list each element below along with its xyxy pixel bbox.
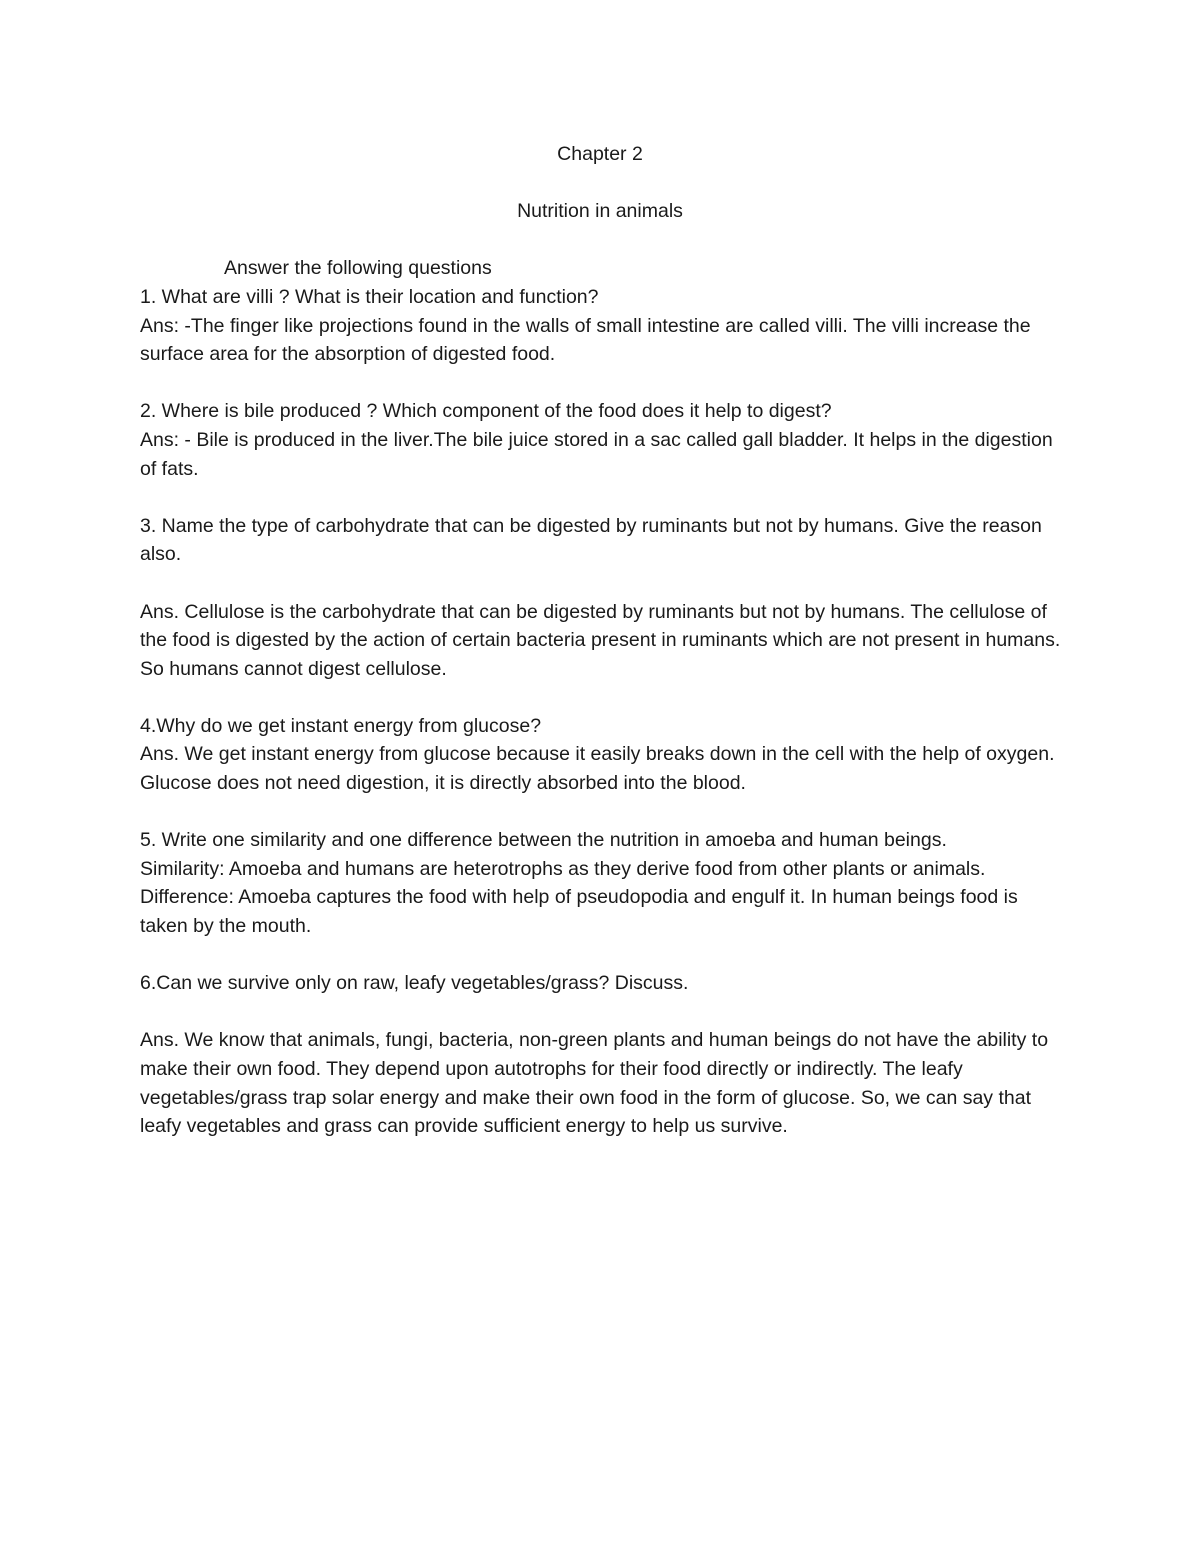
spacer bbox=[140, 941, 1070, 970]
answer-5-similarity: Similarity: Amoeba and humans are heterotrophs as they derive food from other plants or animals. bbox=[140, 857, 986, 880]
answer-6: Ans. We know that animals, fungi, bacteria, non-green plants and human beings do not have the ability to make their own food. They depend upon autotrophs for their food directly or indirectly. The leafy vegetables/grass trap solar energy and make their own food in the form of glucose. So, we can say that leafy vegetables and grass can provide sufficient energy to help us survive. bbox=[140, 1029, 1049, 1138]
instructions: Answer the following questions bbox=[224, 257, 492, 280]
question-3: 3. Name the type of carbohydrate that can be digested by ruminants but not by humans. Give the reason also. bbox=[140, 514, 1042, 566]
spacer bbox=[140, 569, 1070, 598]
question-6: 6.Can we survive only on raw, leafy vegetables/grass? Discuss. bbox=[140, 972, 689, 995]
question-block-4 bbox=[140, 712, 1070, 798]
question-block-6 bbox=[140, 969, 1070, 1141]
question-1: 1. What are villi ? What is their location and function? bbox=[140, 285, 599, 308]
spacer bbox=[140, 798, 1070, 827]
question-2: 2. Where is bile produced ? Which component of the food does it help to digest? bbox=[140, 400, 832, 423]
question-5: 5. Write one similarity and one difference between the nutrition in amoeba and human beings. bbox=[140, 829, 947, 852]
question-4: 4.Why do we get instant energy from glucose? bbox=[140, 714, 542, 737]
answer-4: Ans. We get instant energy from glucose because it easily breaks down in the cell with the help of oxygen. Glucose does not need digestion, it is directly absorbed into the blood. bbox=[140, 743, 1055, 795]
question-block-2 bbox=[140, 397, 1070, 483]
spacer bbox=[140, 683, 1070, 712]
answer-1: Ans: -The finger like projections found in the walls of small intestine are called villi. The villi increase the surface area for the absorption of digested food. bbox=[140, 314, 1031, 366]
document-body bbox=[140, 140, 1070, 1141]
chapter-title: Chapter 2 bbox=[557, 143, 643, 165]
answer-3: Ans. Cellulose is the carbohydrate that can be digested by ruminants but not by humans. The cellulose of the food is digested by the action of certain bacteria present in ruminants which are not present in humans. So humans cannot digest cellulose. bbox=[140, 600, 1061, 680]
question-block-1 bbox=[140, 283, 1070, 369]
answer-5-difference: Difference: Amoeba captures the food with help of pseudopodia and engulf it. In human beings food is taken by the mouth. bbox=[140, 886, 1018, 938]
spacer bbox=[140, 369, 1070, 398]
spacer bbox=[140, 483, 1070, 512]
chapter-heading bbox=[140, 140, 1060, 226]
question-block-3 bbox=[140, 512, 1070, 684]
answer-2: Ans: - Bile is produced in the liver.The bile juice stored in a sac called gall bladder. It helps in the digestion of fats. bbox=[140, 428, 1053, 480]
question-block-5 bbox=[140, 826, 1070, 940]
chapter-subtitle: Nutrition in animals bbox=[517, 200, 683, 223]
spacer bbox=[140, 998, 1070, 1027]
